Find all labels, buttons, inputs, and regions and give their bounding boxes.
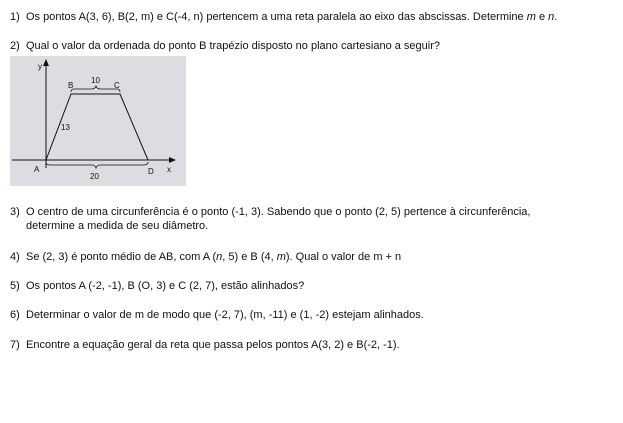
top-base-label: 10: [91, 76, 100, 85]
trapezoid-figure: [10, 56, 186, 186]
trapezoid-diagram: [10, 56, 186, 186]
question-text-part: e: [535, 11, 549, 23]
question-2: [10, 39, 440, 53]
question-number: 6): [10, 309, 20, 321]
question-text: Os pontos A(3, 6), B(2, m) e C(-4, n) pertencem a uma reta paralela ao eixo das abscissas. Determine: [26, 11, 527, 23]
top-base-brace: [71, 86, 120, 92]
point-d-label: D: [148, 167, 154, 176]
var-m: m: [526, 11, 536, 23]
question-text-part: ). Qual o valor de m + n: [285, 251, 402, 263]
question-text: Qual o valor da ordenada do ponto B trapézio disposto no plano cartesiano a seguir?: [26, 40, 441, 52]
question-number: 2): [10, 40, 20, 52]
question-text-part: , 5) e B (4,: [222, 251, 277, 263]
question-text: Determinar o valor de m de modo que (-2, 7), (m, -11) e (1, -2) estejam alinhados.: [26, 309, 424, 321]
question-number: 3): [10, 206, 20, 218]
question-number: 1): [10, 11, 20, 23]
question-7: [10, 338, 400, 352]
question-3-continuation: determine a medida de seu diâmetro.: [26, 220, 209, 232]
x-axis-label: x: [167, 165, 171, 174]
question-5: [10, 279, 304, 293]
var-n: n: [216, 251, 223, 263]
question-text: O centro de uma circunferência é o ponto (-1, 3). Sabendo que o ponto (2, 5) pertence à circunferência,: [26, 206, 531, 218]
point-c-label: C: [114, 81, 120, 90]
question-6: [10, 308, 424, 322]
question-text: Encontre a equação geral da reta que passa pelos pontos A(3, 2) e B(-2, -1).: [26, 339, 400, 351]
x-axis-arrow: [169, 157, 176, 163]
question-text: Os pontos A (-2, -1), B (O, 3) e C (2, 7), estão alinhados?: [26, 280, 305, 292]
point-a-label: A: [34, 165, 40, 174]
side-label: 13: [61, 123, 70, 132]
var-n: n: [548, 11, 555, 23]
point-b-label: B: [68, 81, 74, 90]
question-text: Se (2, 3) é ponto médio de AB, com A (: [26, 251, 217, 263]
question-number: 5): [10, 280, 20, 292]
question-number: 7): [10, 339, 20, 351]
question-1: [10, 10, 557, 24]
y-axis-label: y: [38, 62, 42, 71]
bottom-base-label: 20: [90, 172, 99, 181]
bottom-base-brace: [46, 162, 148, 168]
var-m: m: [276, 251, 286, 263]
question-4: [10, 250, 401, 264]
question-3: [10, 205, 530, 219]
y-axis-arrow: [43, 59, 49, 66]
question-text-part: .: [554, 11, 558, 23]
question-number: 4): [10, 251, 20, 263]
